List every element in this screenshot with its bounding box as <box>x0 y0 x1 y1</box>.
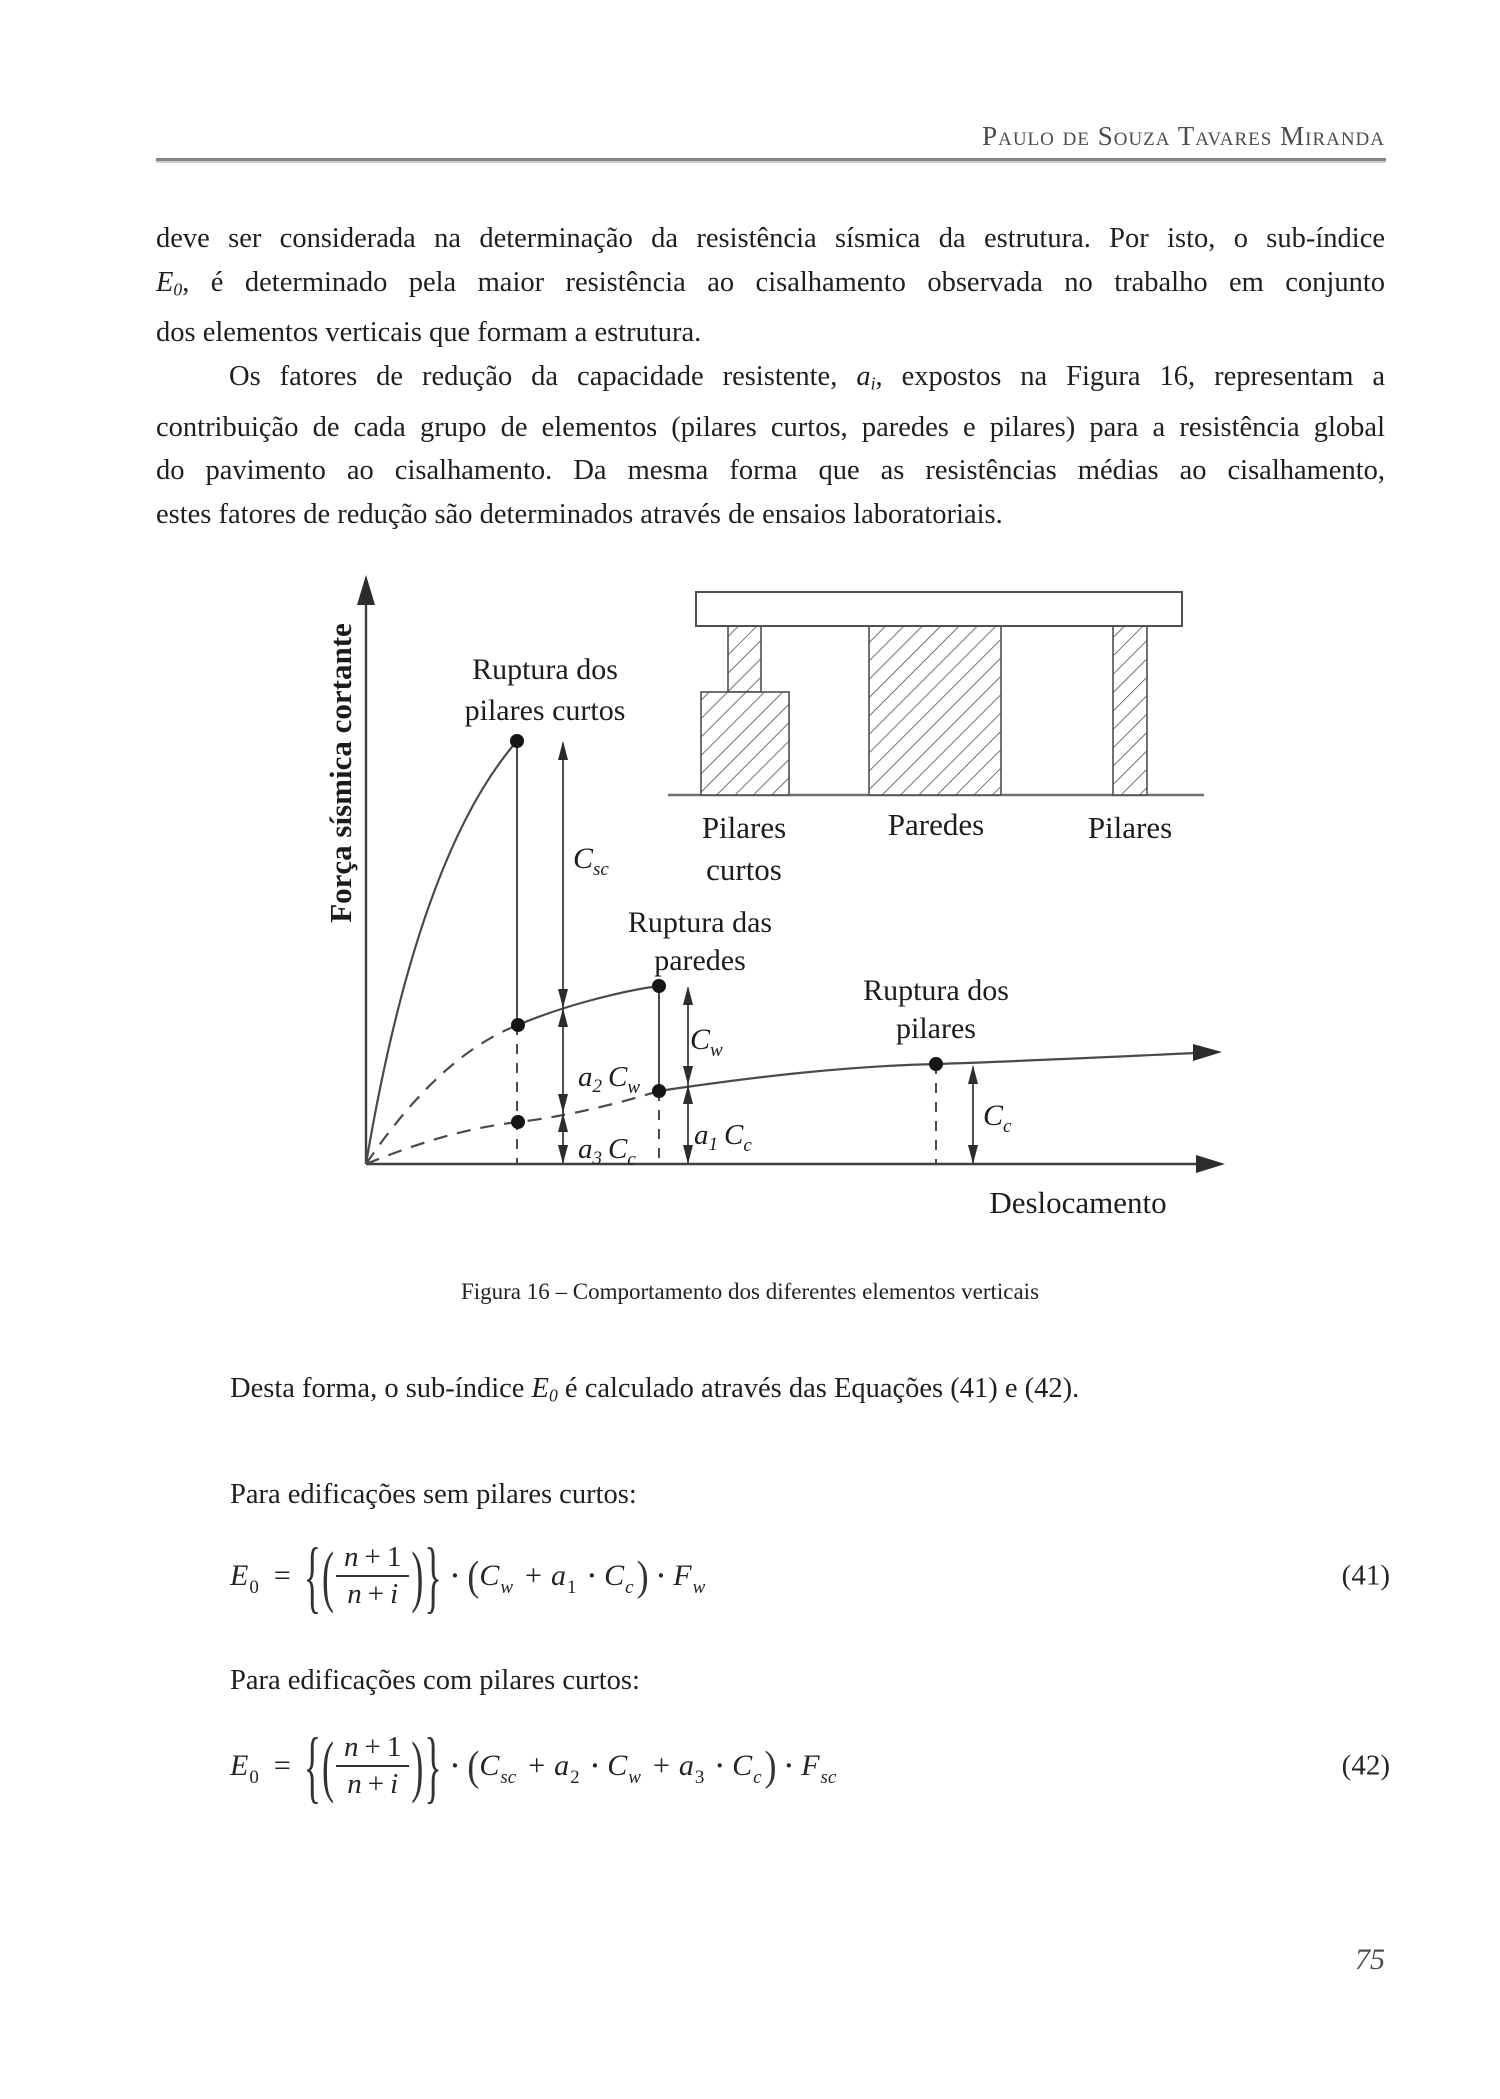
svg-text:paredes: paredes <box>654 944 746 977</box>
beam <box>696 592 1182 626</box>
rupture-point-short-columns <box>510 734 524 748</box>
rupture-point-walls <box>652 979 666 993</box>
figure-16-diagram <box>0 555 1500 1235</box>
paragraph-para-41: Para edificações sem pilares curtos: <box>230 1479 637 1510</box>
header-rule <box>156 158 1386 163</box>
curve-arrow-icon <box>1193 1044 1222 1061</box>
paragraph-line: deve ser considerada na determinação da resistência sísmica da estrutura. Por isto, o sub-índice <box>156 223 1385 254</box>
a2cw-label: $a_2$ $C_w$ <box>578 1061 641 1098</box>
equation-41-body: E 0 = { ( n + 1 n + i ) } · ( C w + a 1 · C c ) · F w <box>230 1531 706 1621</box>
label-pilares: Pilares <box>1087 810 1173 845</box>
fraction: n + 1 n + i <box>336 1730 409 1802</box>
x-axis-label: Deslocamento <box>989 1185 1167 1220</box>
cw-label: $C_w$ <box>690 1023 723 1061</box>
column-element <box>1113 626 1147 795</box>
y-axis <box>357 575 375 1164</box>
curve-walls-solid <box>518 986 659 1025</box>
data-point <box>511 1115 525 1129</box>
running-header-author: Paulo de Souza Tavares Miranda <box>982 121 1385 151</box>
y-axis-label: Força sísmica cortante <box>323 623 359 923</box>
label-pilares-curtos: Pilares <box>701 810 787 845</box>
wall-element <box>869 626 1001 795</box>
fraction: n + 1 n + i <box>336 1540 409 1612</box>
label-paredes: Paredes <box>887 807 985 842</box>
page-number: 75 <box>1355 1943 1385 1976</box>
rupture-point-columns <box>929 1057 943 1071</box>
building-schematic <box>668 592 1204 887</box>
paragraph-line: estes fatores de redução são determinados através de ensaios laboratoriais. <box>156 498 1003 530</box>
a3cc-label: $a_3$ $C_c$ <box>578 1133 636 1170</box>
figure-caption: Figura 16 – Comportamento dos diferentes elementos verticais <box>460 1279 1040 1304</box>
short-column-upper <box>728 626 761 692</box>
annotation-rupture-columns: Ruptura dos <box>863 974 1009 1007</box>
annotation-rupture-walls: Ruptura das <box>627 906 773 939</box>
equation-number-41: (41) <box>1341 1559 1390 1592</box>
short-column-block <box>701 692 789 795</box>
data-point <box>511 1018 525 1032</box>
dimension-line-cc <box>968 1065 978 1164</box>
paragraph-line: dos elementos verticais que formam a estrutura. <box>156 317 702 349</box>
cc-label: $C_c$ <box>983 1099 1012 1137</box>
paragraph-line: E0, é determinado pela maior resistência ao cisalhamento observada no trabalho em conjunto <box>156 266 1385 299</box>
paragraph-line: contribuição de cada grupo de elementos (pilares curtos, paredes e pilares) para a resistência global <box>156 411 1385 443</box>
equation-42-body: E 0 = { ( n + 1 n + i ) } · ( C sc + a 2 · C w + a 3 · C c ) · F sc <box>230 1721 837 1811</box>
dimension-line-csc <box>558 741 568 1164</box>
equation-41 <box>230 1521 1390 1631</box>
paragraph-desta-forma: Desta forma, o sub-índice E0 é calculado através das Equações (41) e (42). <box>230 1373 1080 1406</box>
paragraph-line: Os fatores de redução da capacidade resistente, ai, expostos na Figura 16, representam a <box>229 360 1385 394</box>
x-axis-arrow-icon <box>1196 1155 1225 1173</box>
svg-text:pilares curtos: pilares curtos <box>464 694 626 727</box>
a1cc-label: $a_1$ $C_c$ <box>694 1119 752 1156</box>
equation-number-42: (42) <box>1341 1749 1390 1782</box>
paragraph-line: do pavimento ao cisalhamento. Da mesma forma que as resistências médias ao cisalhamento, <box>156 455 1385 487</box>
equation-42 <box>230 1711 1390 1821</box>
annotation-rupture-short-columns: Ruptura dos <box>472 653 618 686</box>
data-point <box>652 1084 666 1098</box>
x-axis <box>366 1155 1225 1173</box>
dimension-line-cw <box>683 986 693 1164</box>
svg-text:pilares: pilares <box>896 1012 976 1045</box>
csc-label: $C_{sc}$ <box>573 842 609 880</box>
body-text <box>156 217 1385 536</box>
curve-total-short-columns <box>366 741 517 1164</box>
curve-columns-solid <box>659 1053 1196 1091</box>
paragraph-para-42: Para edificações com pilares curtos: <box>230 1665 640 1696</box>
y-axis-arrow-icon <box>357 575 375 605</box>
svg-text:curtos: curtos <box>706 852 782 887</box>
